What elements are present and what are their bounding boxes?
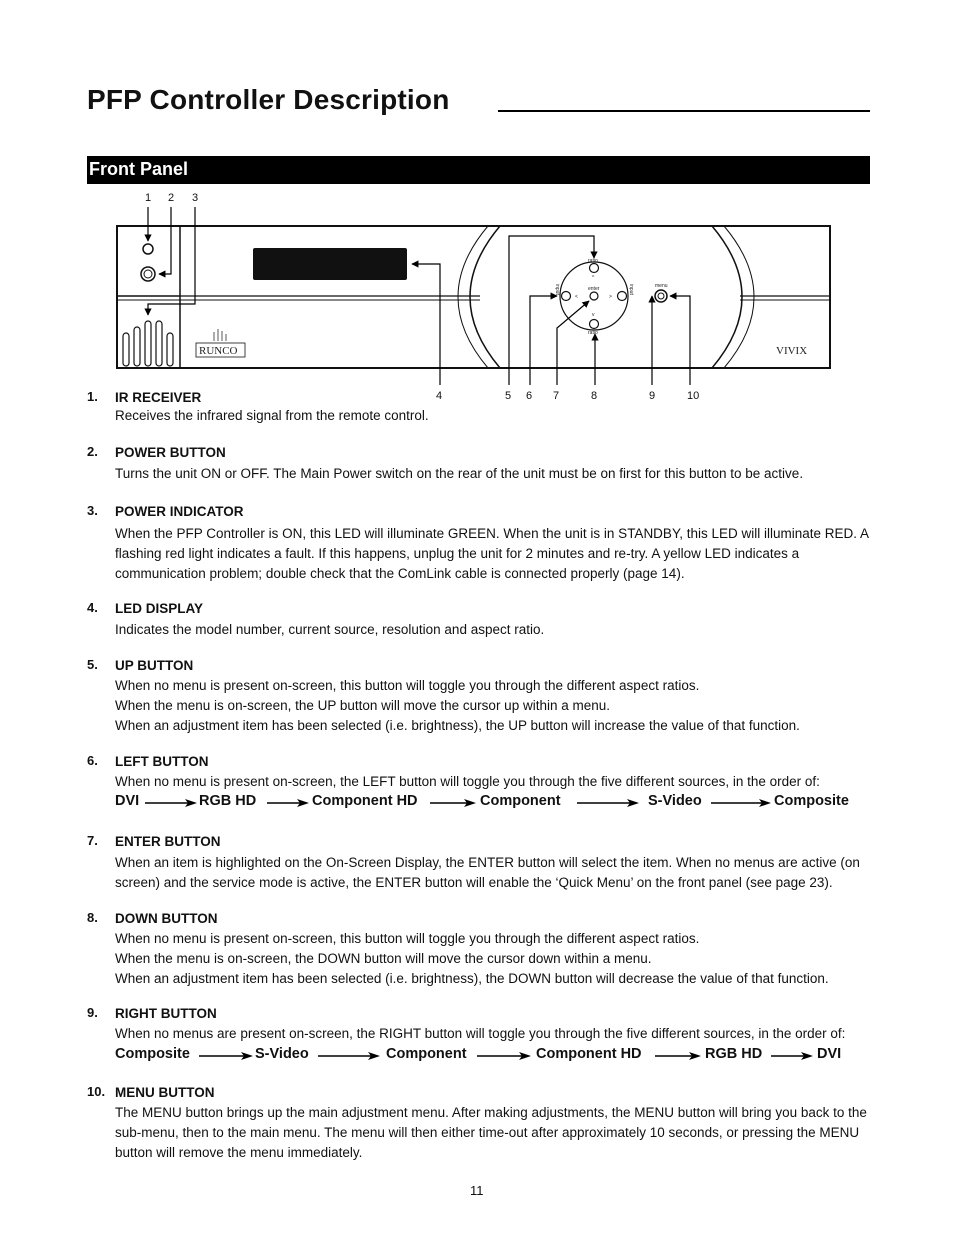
flow-arrow-icon <box>711 799 771 807</box>
callout-7: 7 <box>553 390 560 402</box>
item-body: When no menu is present on-screen, this button will toggle you through the different aspect ratios. When the menu is on-screen, the DOWN button will move the cursor down within a menu. When an adjustment item has been selected (i.e. brightness), the DOWN button will decrease the value of that function. <box>115 930 829 987</box>
list-item: 6. LEFT BUTTON When no menu is present on-screen, the LEFT button will toggle you through the five different sources, in the order of: DVI RGB HD Component HD Component S-Video Composite <box>87 753 877 813</box>
svg-text:input: input <box>554 284 560 295</box>
item-list <box>87 389 877 1164</box>
vivix-logo: VIVIX <box>776 345 808 357</box>
item-body: Indicates the model number, current source, resolution and aspect ratio. <box>115 622 545 638</box>
up-button[interactable] <box>590 264 599 273</box>
source-flow-left <box>115 793 877 813</box>
list-item: 3. POWER INDICATOR When the PFP Controller is ON, this LED will illuminate GREEN. When the unit is in STANDBY, this LED will illuminate RED. A flashing red light indicates a fault. If this happens, unplug the unit for 2 minutes and re-try. A yellow LED indicates a communication problem; double check that the ComLink cable is connected properly (page 14). <box>87 503 877 585</box>
flow-step: Component HD <box>312 792 418 809</box>
item-heading: LEFT BUTTON <box>115 753 209 769</box>
led-display <box>253 248 407 280</box>
down-button[interactable] <box>590 320 599 329</box>
flow-arrow-icon <box>318 1052 380 1060</box>
callout-5: 5 <box>505 390 512 402</box>
callout-3: 3 <box>192 192 199 204</box>
flow-arrow-icon <box>145 799 197 807</box>
item-heading: UP BUTTON <box>115 657 194 673</box>
flow-arrow-icon <box>430 799 476 807</box>
page-title: PFP Controller Description <box>87 84 450 115</box>
flow-step: S-Video <box>648 792 702 809</box>
flow-step: RGB HD <box>199 792 257 809</box>
enter-button[interactable] <box>590 292 598 300</box>
list-item: 10. MENU BUTTON The MENU button brings up the main adjustment menu. After making adjustments, the MENU button will bring you back to the sub-menu, then to the main menu. The menu will then either time-out after approximately 10 seconds, or pressing the MENU button will remove the menu immediately. <box>87 1084 877 1164</box>
svg-text:input: input <box>628 284 634 295</box>
item-body: Receives the infrared signal from the remote control. <box>115 408 429 423</box>
callout-4: 4 <box>436 390 443 402</box>
svg-text:enter: enter <box>588 286 600 292</box>
left-button[interactable] <box>562 292 571 301</box>
flow-arrow-icon <box>199 1052 253 1060</box>
callout-9: 9 <box>649 390 656 402</box>
item-body: When no menu is present on-screen, the LEFT button will toggle you through the five different sources, in the order of: <box>115 773 820 789</box>
page-number: 11 <box>470 1183 484 1198</box>
source-flow-right <box>115 1046 877 1066</box>
front-panel-diagram <box>0 0 954 410</box>
callout-2: 2 <box>168 192 175 204</box>
flow-step: S-Video <box>255 1045 309 1062</box>
callout-6: 6 <box>526 390 533 402</box>
list-item: 7. ENTER BUTTON When an item is highlighted on the On-Screen Display, the ENTER button will select the item. When no menus are active (on screen) and the service mode is active, the ENTER button will enable the ‘Quick Menu’ on the front panel (see page 23). <box>87 833 877 894</box>
flow-step: DVI <box>115 792 140 809</box>
flow-arrow-icon <box>267 799 309 807</box>
svg-text:ratio: ratio <box>588 330 598 336</box>
item-heading: DOWN BUTTON <box>115 910 218 926</box>
callout-10: 10 <box>687 390 700 402</box>
flow-step: Component HD <box>536 1045 642 1062</box>
item-body: When no menus are present on-screen, the RIGHT button will toggle you through the five different sources, in the order of: <box>115 1026 846 1042</box>
flow-step: Composite <box>115 1045 190 1062</box>
item-body: When an item is highlighted on the On-Screen Display, the ENTER button will select the item. When no menus are active (on screen) and the service mode is active, the ENTER button will enable the ‘Quick Menu’ on the front panel (see page 23). <box>115 854 860 891</box>
svg-text:ratio: ratio <box>588 258 598 264</box>
item-body: When the PFP Controller is ON, this LED will illuminate GREEN. When the unit is in STANDBY, this LED will illuminate RED. A flashing red light indicates a fault. If this happens, unplug the unit for 2 minutes and re-try. A yellow LED indicates a communication problem; double check that the ComLink cable is connected properly (page 14). <box>115 525 869 582</box>
item-body: When no menu is present on-screen, this button will toggle you through the different aspect ratios. When the menu is on-screen, the UP button will move the cursor up within a menu. When an adjustment item has been selected (i.e. brightness), the UP button will increase the value of that function. <box>115 677 800 734</box>
svg-text:>: > <box>609 294 612 300</box>
flow-step: Composite <box>774 792 849 809</box>
menu-label: menu <box>655 283 668 289</box>
item-body: The MENU button brings up the main adjustment menu. After making adjustments, the MENU button will bring you back to the sub-menu, then to the main menu. The menu will then either time-out after approximately 10 seconds, or pressing the MENU button will remove the menu immediately. <box>115 1104 867 1161</box>
flow-step: DVI <box>817 1045 842 1062</box>
flow-arrow-icon <box>477 1052 531 1060</box>
ir-receiver-icon <box>143 244 153 254</box>
list-item: 9. RIGHT BUTTON When no menus are present on-screen, the RIGHT button will toggle you through the five different sources, in the order of: Composite S-Video Component Component HD RGB HD DVI <box>87 1005 877 1065</box>
list-item: 4. LED DISPLAY Indicates the model number, current source, resolution and aspect ratio. <box>87 600 877 640</box>
list-item: 5. UP BUTTON When no menu is present on-screen, this button will toggle you through the different aspect ratios. When the menu is on-screen, the UP button will move the cursor up within a menu. When an adjustment item has been selected (i.e. brightness), the UP button will increase the value of that function. <box>87 657 877 737</box>
item-heading: RIGHT BUTTON <box>115 1006 217 1022</box>
list-item: 2. POWER BUTTON Turns the unit ON or OFF. The Main Power switch on the rear of the unit must be on first for this button to be active. <box>87 444 877 484</box>
item-heading: POWER BUTTON <box>115 445 226 461</box>
item-heading: POWER INDICATOR <box>115 503 244 519</box>
item-heading: MENU BUTTON <box>115 1084 215 1100</box>
item-heading: LED DISPLAY <box>115 601 204 617</box>
flow-arrow-icon <box>577 799 639 807</box>
flow-arrow-icon <box>771 1052 813 1060</box>
section-title: Front Panel <box>89 159 189 179</box>
svg-text:v: v <box>592 312 595 318</box>
list-item: 8. DOWN BUTTON When no menu is present on-screen, this button will toggle you through the different aspect ratios. When the menu is on-screen, the DOWN button will move the cursor down within a menu. When an adjustment item has been selected (i.e. brightness), the DOWN button will decrease the value of that function. <box>87 910 877 990</box>
right-button[interactable] <box>618 292 627 301</box>
item-body: Turns the unit ON or OFF. The Main Power switch on the rear of the unit must be on first for this button to be active. <box>115 466 804 482</box>
item-heading: IR RECEIVER <box>115 390 202 405</box>
svg-text:RUNCO: RUNCO <box>199 345 238 357</box>
svg-text:^: ^ <box>592 275 595 281</box>
callout-1: 1 <box>145 192 152 204</box>
flow-step: RGB HD <box>705 1045 763 1062</box>
item-heading: ENTER BUTTON <box>115 833 221 849</box>
flow-step: Component <box>480 792 561 809</box>
flow-step: Component <box>386 1045 467 1062</box>
callout-8: 8 <box>591 390 598 402</box>
list-item: 1. IR RECEIVER Receives the infrared signal from the remote control. <box>87 389 877 426</box>
svg-text:<: < <box>575 294 578 300</box>
flow-arrow-icon <box>655 1052 701 1060</box>
